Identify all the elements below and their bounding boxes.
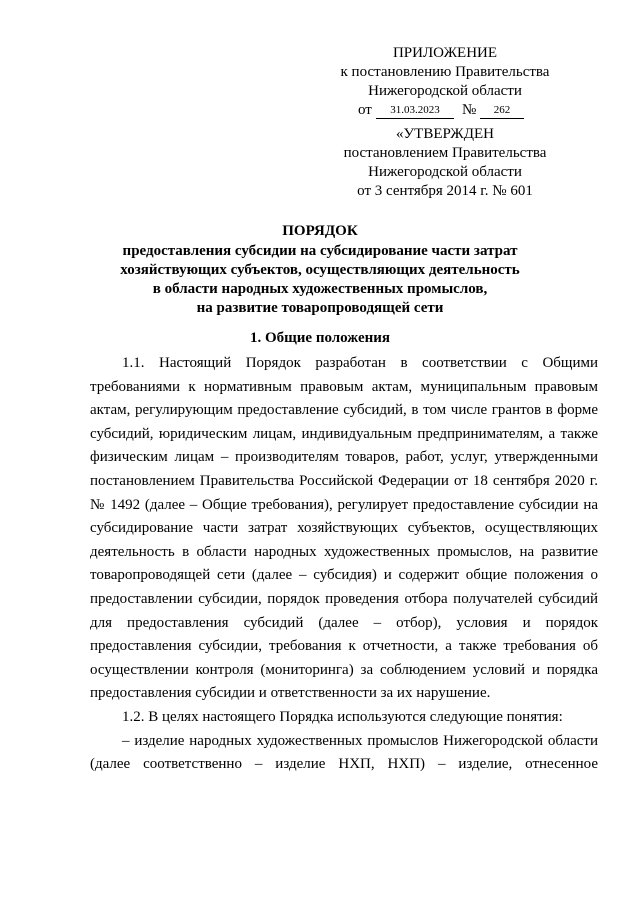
paragraph-1-1: 1.1. Настоящий Порядок разработан в соответствии с Общими требованиями к нормативным правовым актам, муниципальным правовым актам, регулирующим предоставление субсидий, в том числе грантов в форме субсидий, юридическим лицам, индивидуальным предпринимателям, а также физическим лицам – производителям товаров, работ, услуг, утвержденными постановлением Правительства Российской Федерации от 18 сентября 2020 г. № 1492 (далее – Общие требования), регулирует предоставление субсидии на субсидирование части затрат хозяйствующих субъектов, осуществляющих деятельность в области народных художественных промыслов, на развитие товаропроводящей сети (далее – субсидия) и содержит общие положения о предоставлении субсидии, порядок проведения отбора получателей субсидий для предоставления субсидий (далее – отбор), условия и порядок предоставления субсидии, требования к отчетности, а также требования об осуществлении контроля (мониторинга) за соблюдением условий и порядка предоставления субсидии и ответственности за их нарушение. <box>90 355 598 702</box>
document-title <box>60 222 580 318</box>
approved-title: «УТВЕРЖДЕН <box>396 126 494 142</box>
resolution-date: 31.03.2023 <box>376 102 454 119</box>
title-line: предоставления субсидии на субсидирование части затрат <box>122 243 518 259</box>
approved-region: Нижегородской области <box>368 164 522 180</box>
appendix-title: ПРИЛОЖЕНИЕ <box>392 45 498 61</box>
appendix-block <box>330 44 560 120</box>
date-prefix: от <box>358 102 372 118</box>
definition-paragraph: – изделие народных художественных промыслов Нижегородской области (далее соответственно – изделие НХП, НХП) – изделие, отнесенное <box>90 732 598 773</box>
approved-block <box>330 125 560 201</box>
title-line: на развитие товаропроводящей сети <box>196 300 444 316</box>
appendix-date-line <box>330 101 560 120</box>
title-line: хозяйствующих субъектов, осуществляющих деятельность <box>120 262 520 278</box>
resolution-number: 262 <box>480 102 524 119</box>
title-heading: ПОРЯДОК <box>282 223 358 239</box>
approved-reference: постановлением Правительства <box>343 145 547 161</box>
body-text <box>90 352 598 777</box>
section-heading: 1. Общие положения <box>249 330 391 346</box>
number-prefix: № <box>462 102 477 118</box>
appendix-reference: к постановлению Правительства <box>340 64 550 80</box>
title-line: в области народных художественных промыслов, <box>152 281 488 297</box>
approved-date: от 3 сентября 2014 г. № 601 <box>357 183 533 199</box>
appendix-region: Нижегородской области <box>368 83 522 99</box>
paragraph-1-2: 1.2. В целях настоящего Порядка используются следующие понятия: <box>122 708 563 725</box>
